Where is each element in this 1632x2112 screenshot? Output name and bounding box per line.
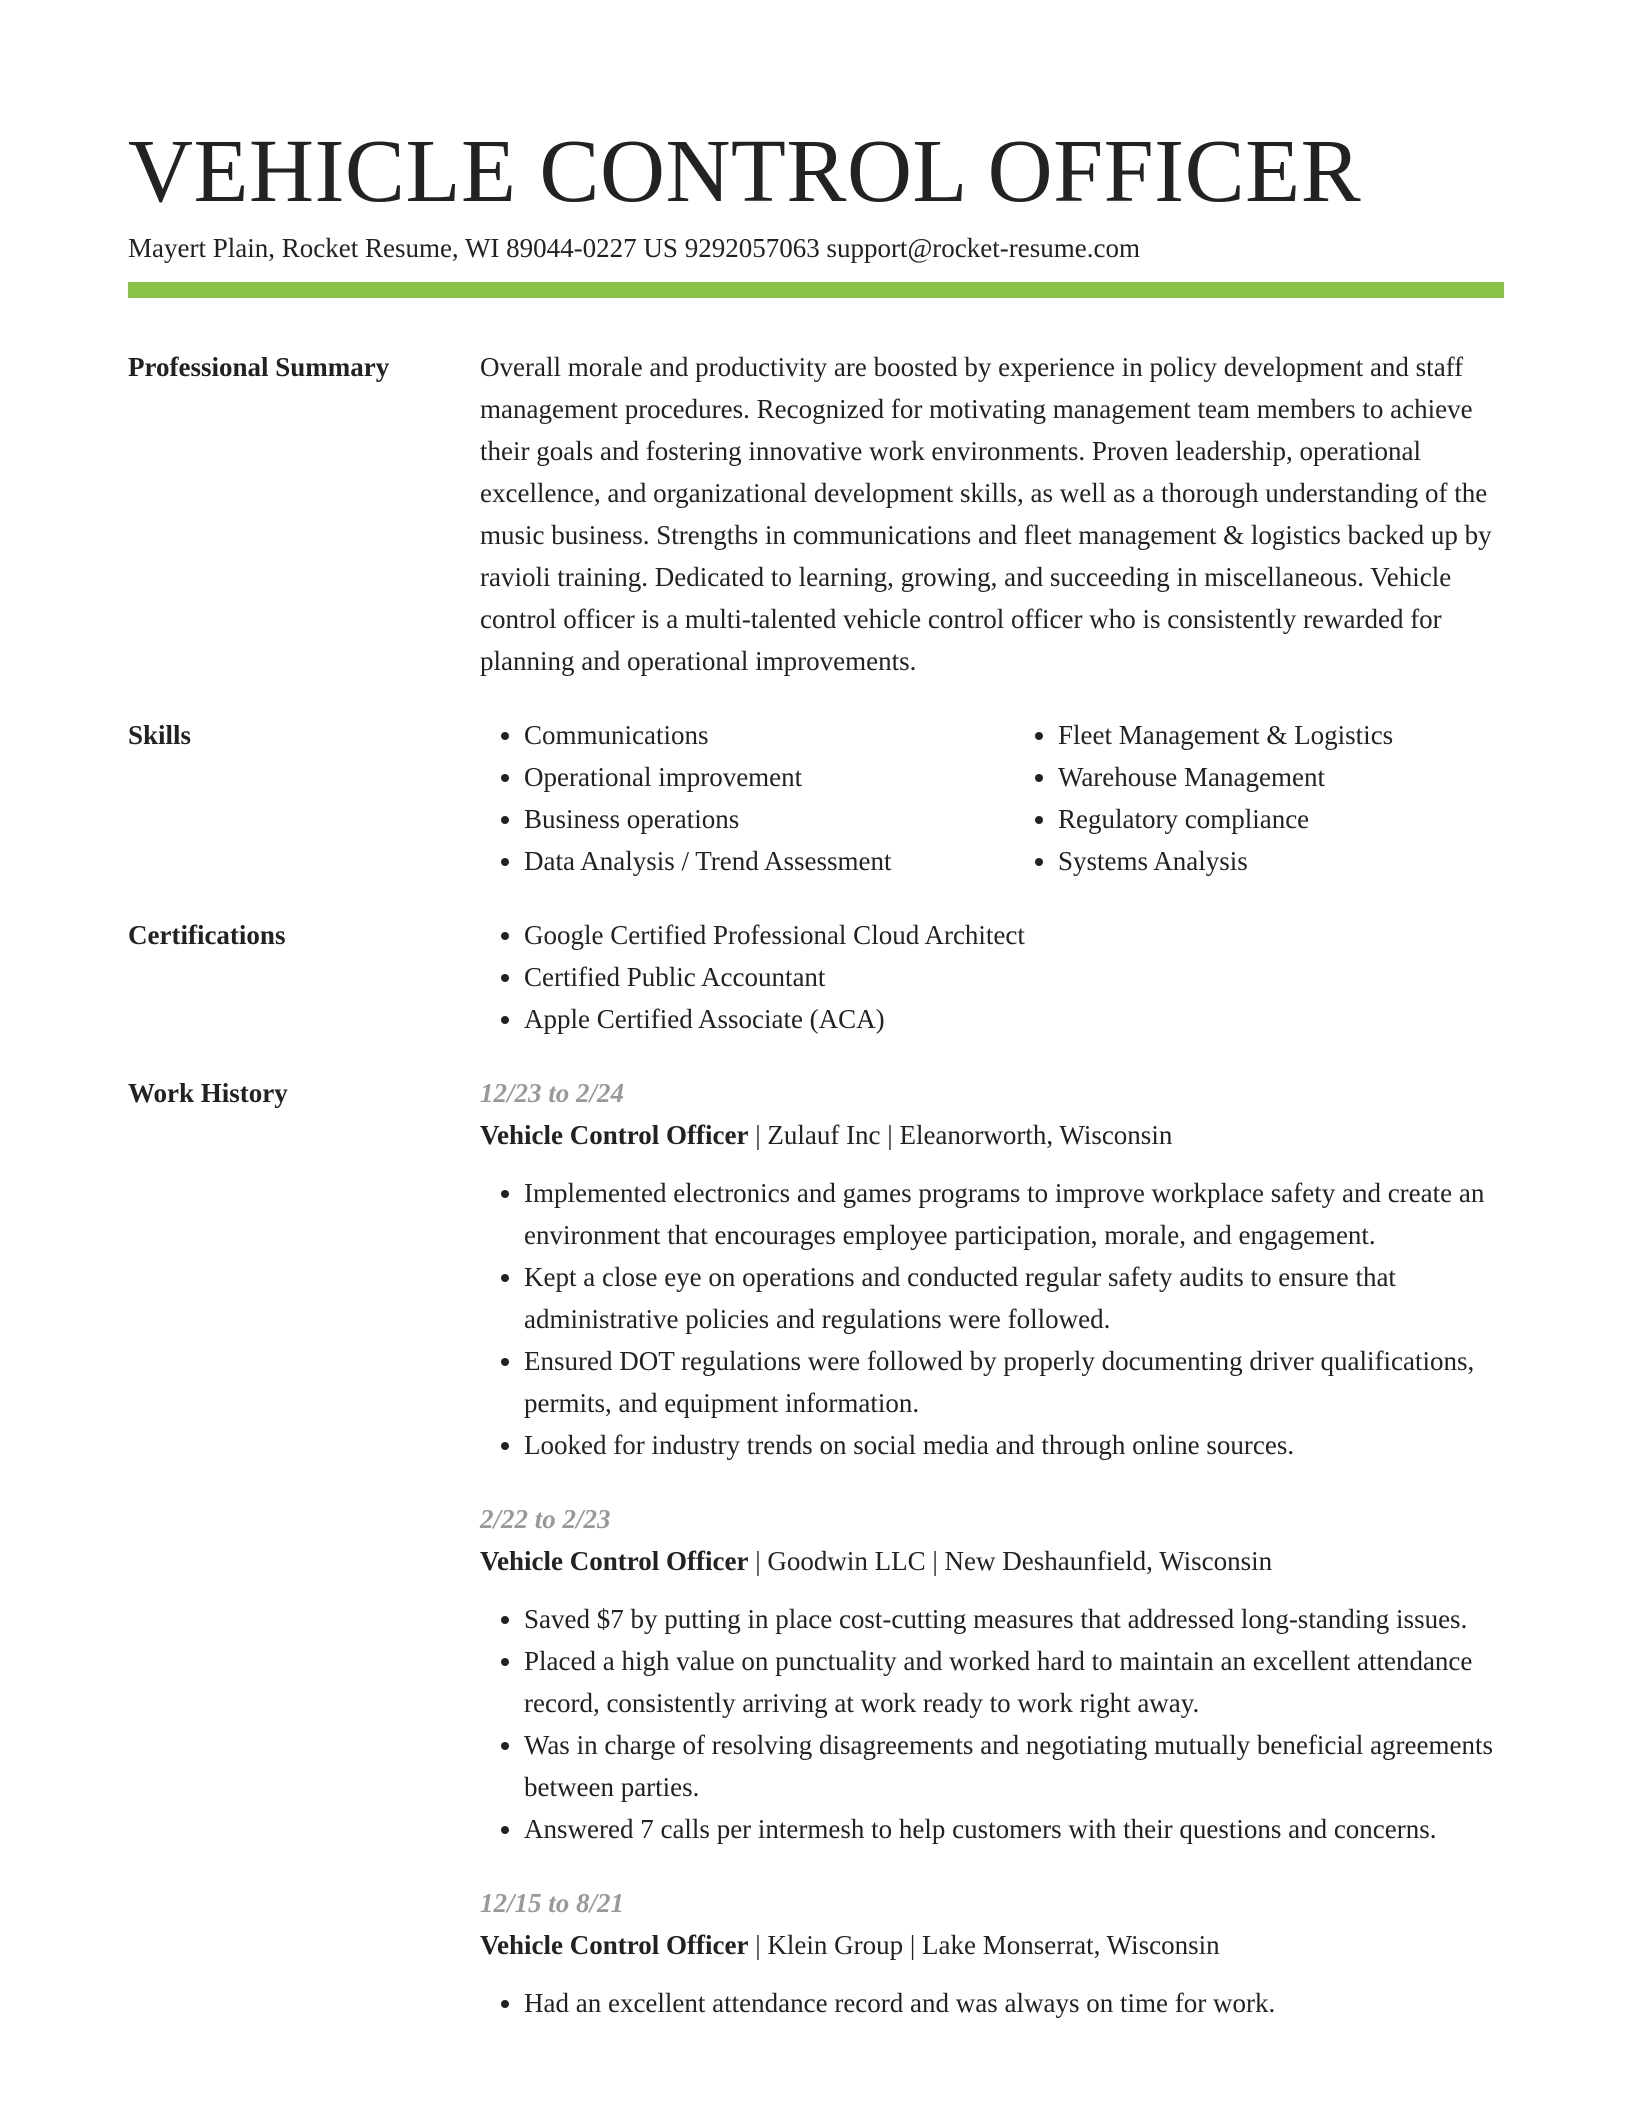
- job-location: Eleanorworth, Wisconsin: [899, 1120, 1173, 1150]
- summary-text: Overall morale and productivity are boosted by experience in policy development and staff management procedures. Recognized for motivating management team members to achieve their goals and fostering innovative work environments. Proven leadership, operational excellence, and organizational development skills, as well as a thorough understanding of the music business. Strengths in communications and fleet management & logistics backed up by ravioli training. Dedicated to learning, growing, and succeeding in miscellaneous. Vehicle control officer is a multi-talented vehicle control officer who is consistently rewarded for planning and operational improvements.: [480, 352, 1492, 676]
- job-entry: [480, 1072, 1504, 1466]
- work-history-heading: Work History: [128, 1078, 288, 1108]
- certifications-list: [480, 914, 1504, 1040]
- job-bullets: [480, 1598, 1504, 1850]
- job-dates: 2/22 to 2/23: [480, 1504, 611, 1534]
- job-entry: [480, 1498, 1504, 1850]
- skill-item: • Systems Analysis: [1058, 840, 1504, 882]
- certifications-body: [480, 914, 1504, 1040]
- skill-item: • Regulatory compliance: [1058, 798, 1504, 840]
- skill-item: • Data Analysis / Trend Assessment: [524, 840, 970, 882]
- skill-item: • Communications: [524, 714, 970, 756]
- job-title-line: Vehicle Control Officer | Goodwin LLC | New Deshaunfield, Wisconsin: [480, 1546, 1273, 1576]
- skill-item: • Warehouse Management: [1058, 756, 1504, 798]
- contact-email: support@rocket-resume.com: [826, 233, 1140, 263]
- job-bullet: • Had an excellent attendance record and was always on time for work.: [524, 1982, 1504, 2024]
- job-company: Klein Group: [767, 1930, 904, 1960]
- skills-grid: [480, 714, 1504, 882]
- job-location: New Deshaunfield, Wisconsin: [944, 1546, 1273, 1576]
- skills-list-left: [480, 714, 970, 882]
- skills-section: [128, 714, 1504, 882]
- job-bullet: • Was in charge of resolving disagreements and negotiating mutually beneficial agreements between parties.: [524, 1724, 1504, 1808]
- certification-item: • Apple Certified Associate (ACA): [524, 998, 1504, 1040]
- certification-item: • Google Certified Professional Cloud Architect: [524, 914, 1504, 956]
- job-title-line: Vehicle Control Officer | Klein Group | Lake Monserrat, Wisconsin: [480, 1930, 1220, 1960]
- job-bullet: • Ensured DOT regulations were followed by properly documenting driver qualifications, permits, and equipment information.: [524, 1340, 1504, 1424]
- contact-line: [128, 230, 1504, 266]
- skill-item: • Fleet Management & Logistics: [1058, 714, 1504, 756]
- certification-item: • Certified Public Accountant: [524, 956, 1504, 998]
- job-title-line: Vehicle Control Officer | Zulauf Inc | Eleanorworth, Wisconsin: [480, 1120, 1173, 1150]
- resume-page: [128, 122, 1504, 2024]
- job-dates: 12/23 to 2/24: [480, 1078, 625, 1108]
- job-company: Goodwin LLC: [767, 1546, 926, 1576]
- job-bullet: • Kept a close eye on operations and conducted regular safety audits to ensure that administrative policies and regulations were followed.: [524, 1256, 1504, 1340]
- accent-divider: [128, 282, 1504, 298]
- certifications-heading: Certifications: [128, 920, 286, 950]
- job-bullet: • Answered 7 calls per intermesh to help customers with their questions and concerns.: [524, 1808, 1504, 1850]
- job-location: Lake Monserrat, Wisconsin: [921, 1930, 1220, 1960]
- skill-item: • Business operations: [524, 798, 970, 840]
- job-role: Vehicle Control Officer: [480, 1546, 749, 1576]
- work-history-body: [480, 1072, 1504, 2024]
- work-history-section: [128, 1072, 1504, 2024]
- job-bullets: [480, 1982, 1504, 2024]
- skills-heading: Skills: [128, 720, 192, 750]
- job-entry: [480, 1882, 1504, 2024]
- summary-heading: Professional Summary: [128, 352, 390, 382]
- job-role: Vehicle Control Officer: [480, 1930, 749, 1960]
- contact-phone: 9292057063: [684, 233, 820, 263]
- job-company: Zulauf Inc: [767, 1120, 881, 1150]
- job-dates: 12/15 to 8/21: [480, 1888, 625, 1918]
- skill-item: • Operational improvement: [524, 756, 970, 798]
- job-bullet: • Placed a high value on punctuality and worked hard to maintain an excellent attendance record, consistently arriving at work ready to work right away.: [524, 1640, 1504, 1724]
- certifications-section: [128, 914, 1504, 1040]
- job-role: Vehicle Control Officer: [480, 1120, 749, 1150]
- summary-section: [128, 346, 1504, 682]
- resume-name: VEHICLE CONTROL OFFICER: [128, 122, 1362, 221]
- job-bullet: • Implemented electronics and games programs to improve workplace safety and create an environment that encourages employee participation, morale, and engagement.: [524, 1172, 1504, 1256]
- job-bullet: • Looked for industry trends on social media and through online sources.: [524, 1424, 1504, 1466]
- contact-address: Mayert Plain, Rocket Resume, WI 89044-0227 US: [128, 233, 678, 263]
- skills-list-right: [1014, 714, 1504, 882]
- job-bullets: [480, 1172, 1504, 1466]
- job-bullet: • Saved $7 by putting in place cost-cutting measures that addressed long-standing issues.: [524, 1598, 1504, 1640]
